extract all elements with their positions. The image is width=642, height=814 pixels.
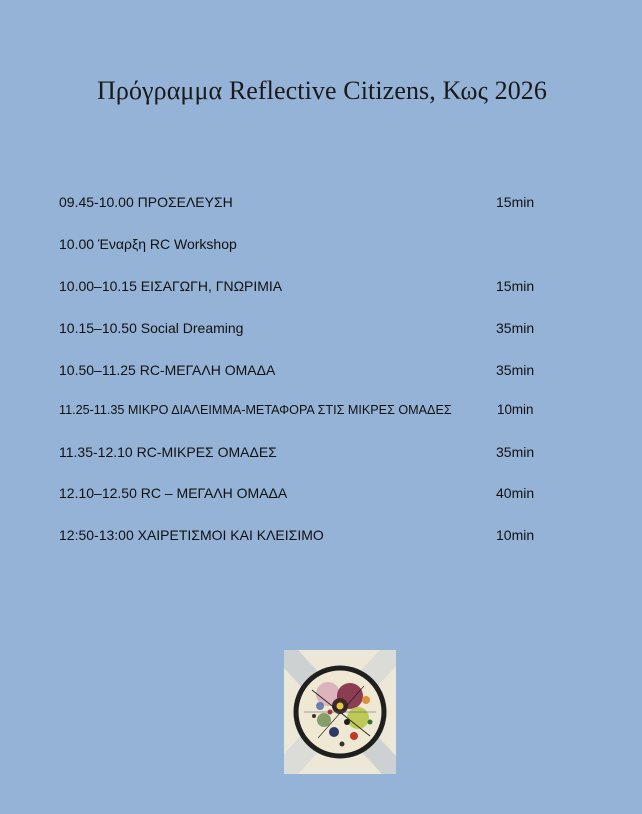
schedule-row: [59, 358, 619, 382]
circles-artwork-image: [284, 650, 396, 774]
schedule-item-duration: 15min: [496, 194, 535, 210]
schedule-item-duration: 35min: [496, 320, 535, 336]
schedule-row: [59, 398, 619, 422]
schedule-item-text: 10.50–11.25 RC-ΜΕΓΑΛΗ ΟΜΑΔΑ: [59, 362, 276, 378]
page-title: Πρόγραμμα Reflective Citizens, Κως 2026: [97, 76, 548, 105]
schedule-item-text: 09.45-10.00 ΠΡΟΣΕΛΕΥΣΗ: [59, 194, 233, 210]
schedule-item-text: 10.15–10.50 Social Dreaming: [59, 320, 244, 336]
schedule-row: [59, 190, 619, 214]
schedule-row: [59, 232, 619, 256]
schedule-item-text: 11.35-12.10 RC-ΜΙΚΡΕΣ ΟΜΑΔΕΣ: [59, 444, 277, 460]
schedule-item-duration: 40min: [496, 485, 535, 501]
schedule-item-duration: 10min: [496, 527, 535, 543]
schedule-item-text: 10.00 Έναρξη RC Workshop: [59, 236, 237, 252]
schedule-item-duration: 10min: [497, 402, 534, 417]
schedule-row: [59, 523, 619, 547]
schedule-item-duration: 35min: [496, 362, 535, 378]
schedule-item-text: 12.10–12.50 RC – ΜΕΓΑΛΗ ΟΜΑΔΑ: [59, 485, 288, 501]
schedule-item-duration: 35min: [496, 444, 535, 460]
schedule-item-duration: 15min: [496, 278, 535, 294]
schedule-item-text: 12:50-13:00 ΧΑΙΡΕΤΙΣΜΟΙ ΚΑΙ ΚΛΕΙΣΙΜΟ: [59, 527, 324, 543]
schedule-row: [59, 316, 619, 340]
schedule-item-text: 11.25-11.35 ΜΙΚΡΟ ΔΙΑΛΕΙΜΜΑ-ΜΕΤΑΦΟΡΑ ΣΤΙΣ ΜΙΚΡΕΣ ΟΜΑΔΕΣ: [59, 403, 452, 417]
schedule-row: [59, 440, 619, 464]
schedule-item-text: 10.00–10.15 ΕΙΣΑΓΩΓΗ, ΓΝΩΡΙΜΙΑ: [59, 278, 283, 294]
schedule-row: [59, 274, 619, 298]
schedule-row: [59, 481, 619, 505]
